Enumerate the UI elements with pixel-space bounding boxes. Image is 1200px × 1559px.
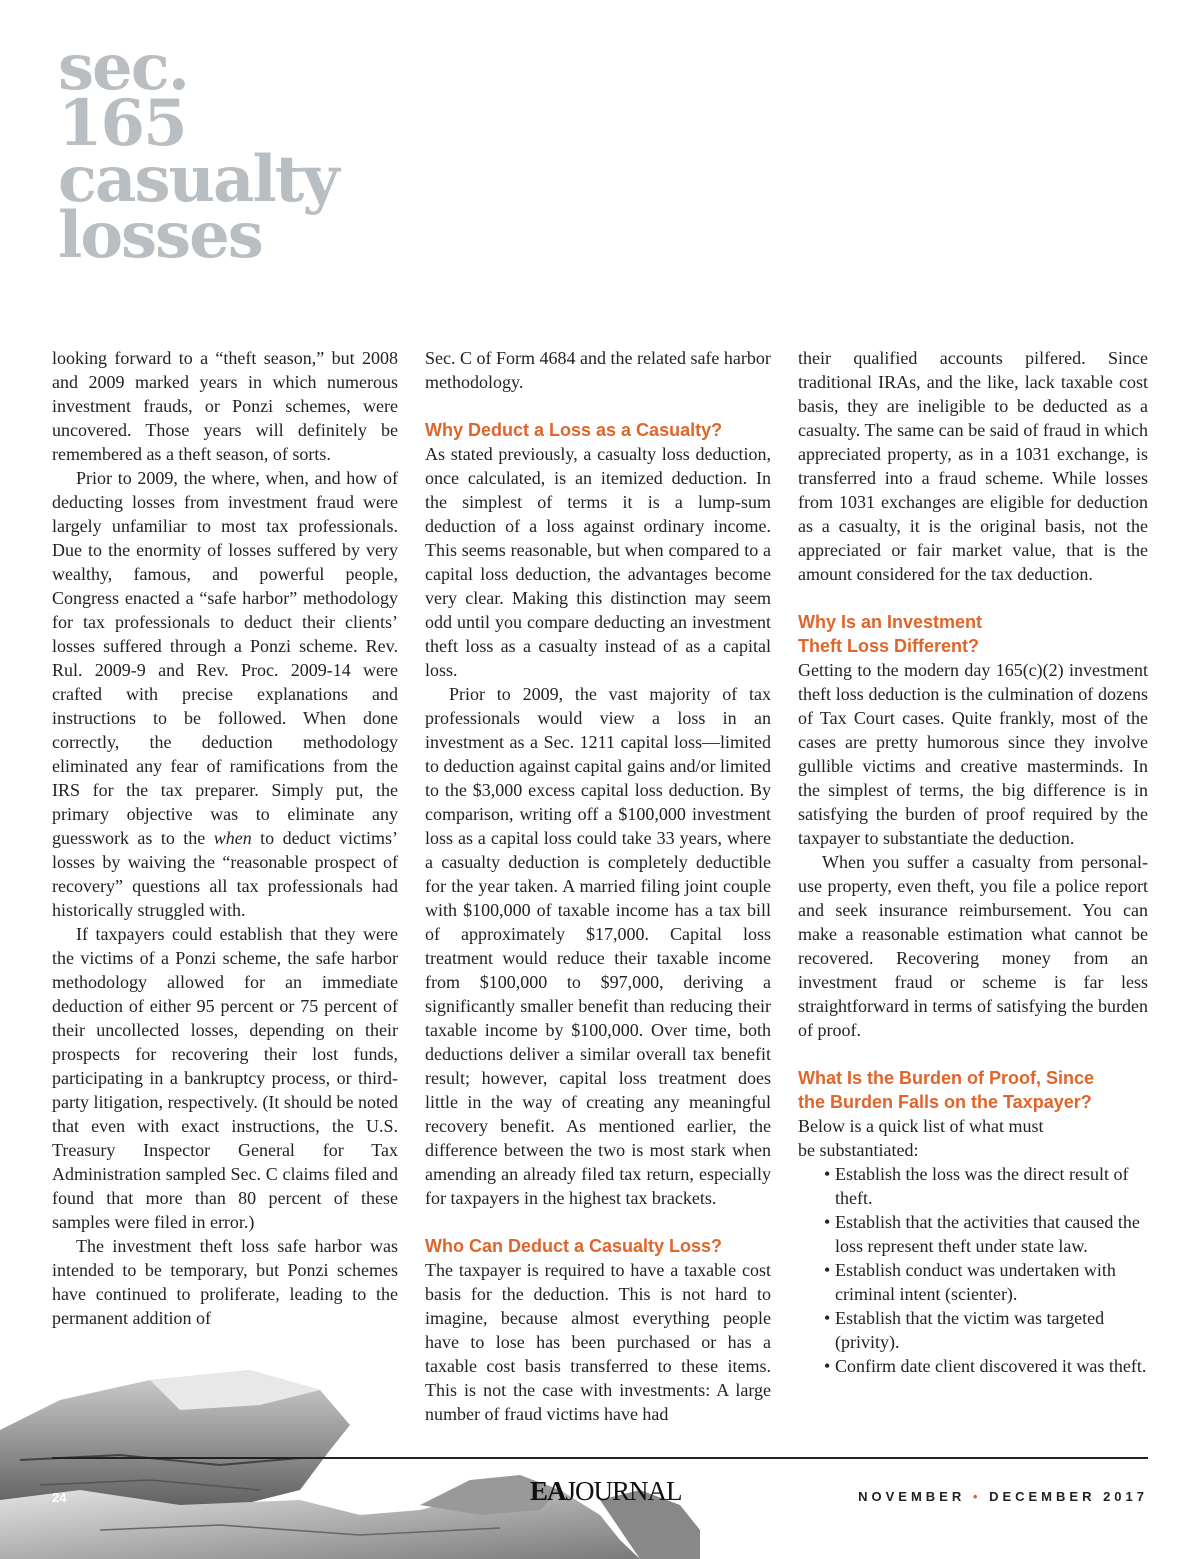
list-item: • Establish that the activities that caused the loss represent theft under state law. — [826, 1210, 1148, 1258]
list-item: • Establish conduct was undertaken with criminal intent (scienter). — [826, 1258, 1148, 1306]
list-item: • Establish the loss was the direct result of theft. — [826, 1162, 1148, 1210]
paragraph: their qualified accounts pilfered. Since traditional IRAs, and the like, lack taxable cost basis, they are ineligible to be deducted as a casualty. The same can be said of fraud in which appreciated property, as in a 1031 exchange, is transferred into a fraud scheme. While losses from 1031 exchanges are eligible for deduction as a casualty, it is the original basis, not the appreciated or fair market value, that is the amount considered for the tax deduction. — [798, 348, 1148, 584]
title-line-1: sec. — [58, 30, 188, 105]
paragraph: Sec. C of Form 4684 and the related safe harbor methodology. — [425, 348, 771, 392]
paragraph: Prior to 2009, the where, when, and how of deducting losses from investment fraud were largely unfamiliar to most tax professionals. Due to the enormity of losses suffered by very wealthy, famous, and powerful people, Congress enacted a “safe harbor” methodology for tax professionals to deduct their clients’ losses suffered through a Ponzi scheme. Rev. Rul. 2009-9 and Rev. Proc. 2009-14 were crafted with precise explanations and instructions to be followed. When done correctly, the deduction methodology eliminated any fear of ramifications from the IRS for the tax preparer. Simply put, the primary objective was to eliminate any guesswork as to the when to deduct victims’ losses by waiving the “reasonable prospect of recovery” questions all tax professionals had historically struggled with. — [52, 468, 398, 920]
page-number: 24 — [52, 1490, 67, 1505]
column-1 — [52, 346, 398, 1330]
paragraph: Prior to 2009, the vast majority of tax professionals would view a loss in an investment as a Sec. 1211 capital loss—limited to deduction against capital gains and/or limited to the $3,000 excess capital loss deduction. By comparison, writing off a $100,000 investment loss as a capital loss could take 33 years, where a casualty deduction is completely deductible for the year taken. A married filing joint couple with $100,000 of taxable income has a tax bill of approximately $17,000. Capital loss treatment would reduce their taxable income from $100,000 to $97,000, deriving a significantly smaller benefit than reducing their taxable income by $100,000. Over time, both deductions deliver a similar overall tax benefit result; however, capital loss treatment does little in the way of creating any meaningful recovery benefit. As mentioned earlier, the difference between the two is most stark when amending an already filed tax return, especially for taxpayers in the highest tax brackets. — [425, 684, 771, 1208]
section-heading: Why Deduct a Loss as a Casualty? — [425, 420, 723, 440]
paragraph: When you suffer a casualty from personal-use property, even theft, you file a police report and seek insurance reimbursement. You can make a reasonable estimation what cannot be recovered. Recovering money from an investment fraud or scheme is far less straightforward in terms of satisfying the burden of proof. — [798, 852, 1148, 1040]
paragraph: looking forward to a “theft season,” but 2008 and 2009 marked years in which numerous investment frauds, or Ponzi schemes, were uncovered. Those years will definitely be remembered as a theft season, of sorts. — [52, 348, 398, 464]
section-heading: What Is the Burden of Proof, Since the Burden Falls on the Taxpayer? — [798, 1068, 1095, 1112]
rubble-rocks-illustration — [0, 1340, 700, 1559]
paragraph: As stated previously, a casualty loss deduction, once calculated, is an itemized deduction. In the simplest of terms it is a lump-sum deduction of a loss against ordinary income. This seems reasonable, but when compared to a capital loss deduction, the advantages become very clear. Making this distinction may seem odd until you compare deducting an investment theft loss as a casualty instead of as a capital loss. — [425, 444, 771, 680]
paragraph: The investment theft loss safe harbor was intended to be temporary, but Ponzi schemes have continued to proliferate, leading to the permanent addition of — [52, 1236, 398, 1328]
paragraph: Getting to the modern day 165(c)(2) investment theft loss deduction is the culmination of dozens of Tax Court cases. Quite frankly, most of the cases are pretty humorous since they involve gullible victims and creative masterminds. In the simplest of terms, the big difference is in satisfying the burden of proof required by the taxpayer to substantiate the deduction. — [798, 660, 1148, 848]
list-item: • Establish that the victim was targeted (privity). — [826, 1306, 1148, 1354]
paragraph: The taxpayer is required to have a taxable cost basis for the deduction. This is not hard to imagine, because almost everything people have to lose has been purchased or has a taxable cost basis transferred to these items. This is not the case with investments: A large number of fraud victims have had — [425, 1260, 771, 1424]
section-heading: Who Can Deduct a Casualty Loss? — [425, 1236, 723, 1256]
publication-logo: EAJOURNAL — [530, 1476, 682, 1506]
column-2 — [425, 346, 771, 1426]
substantiation-list — [798, 1162, 1148, 1378]
page-title — [58, 30, 398, 273]
issue-date: NOVEMBER • DECEMBER 2017 — [858, 1489, 1148, 1504]
paragraph: If taxpayers could establish that they were the victims of a Ponzi scheme, the safe harbor methodology allowed for an immediate deduction of either 95 percent or 75 percent of their uncollected losses, depending on their prospects for recovering their lost funds, participating in a bankruptcy process, or third-party litigation, respectively. (It should be noted that even with exact instructions, the U.S. Treasury Inspector General for Tax Administration sampled Sec. C claims filed and found that more than 80 percent of these samples were filed in error.) — [52, 924, 398, 1232]
list-item: • Confirm date client discovered it was theft. — [826, 1354, 1148, 1378]
column-3 — [798, 346, 1148, 1378]
emphasis-when: when — [213, 828, 252, 848]
title-line-2: 165 — [58, 86, 186, 161]
title-line-3: casualty — [58, 142, 338, 217]
title-line-4: losses — [58, 198, 262, 273]
footer-rule — [52, 1457, 1148, 1459]
paragraph: Below is a quick list of what must be substantiated: — [798, 1116, 1044, 1160]
section-heading: Why Is an Investment Theft Loss Different? — [798, 612, 983, 656]
